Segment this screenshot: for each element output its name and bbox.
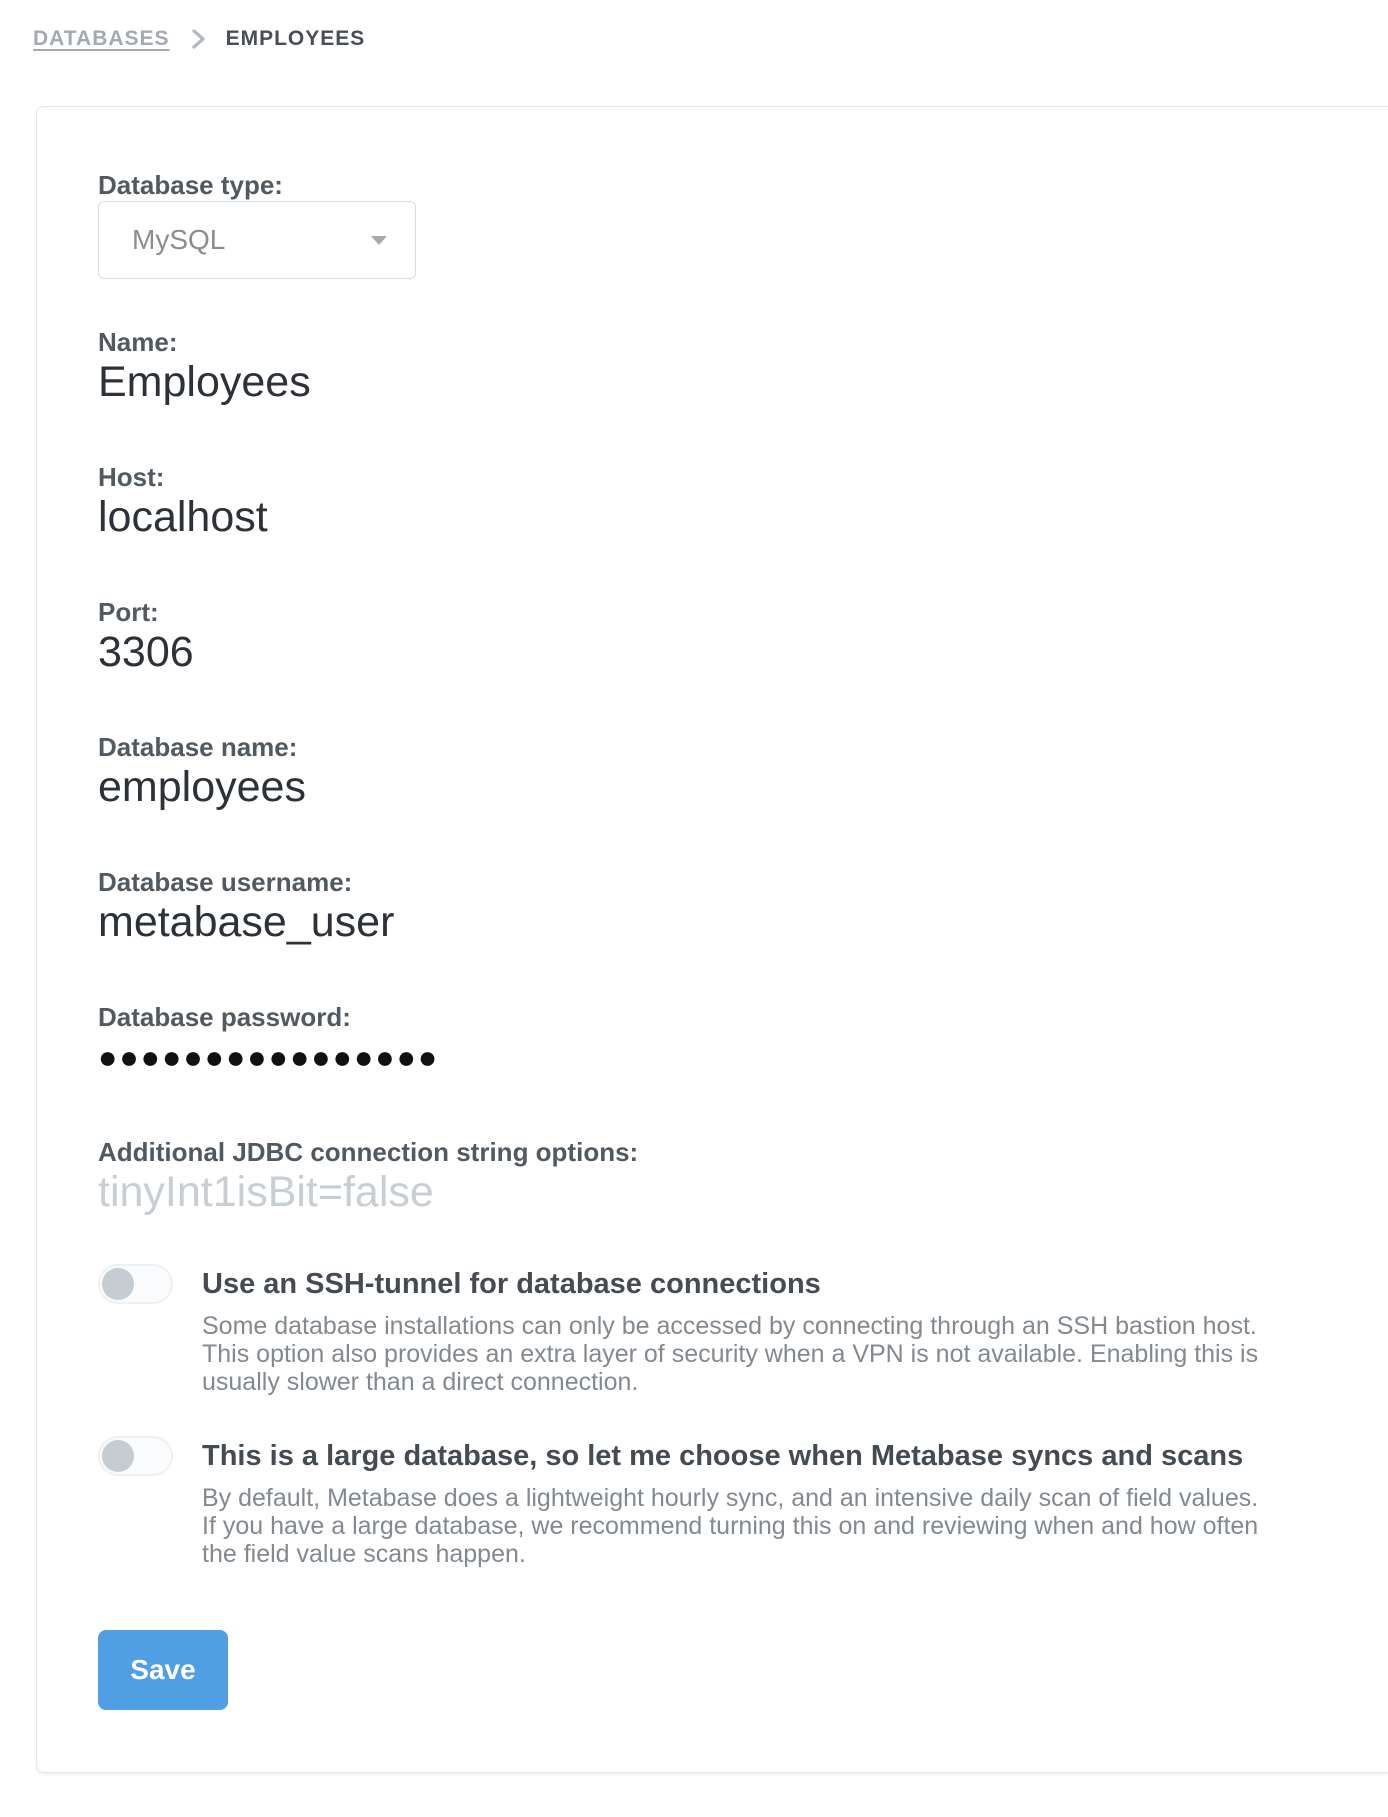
port-label: Port: — [98, 597, 159, 627]
database-password-input[interactable] — [98, 1033, 998, 1081]
ssh-tunnel-description: Some database installations can only be accessed by connecting through an SSH bastion host. This option also provides an extra layer of security when a VPN is not available. Enabling this is usually slower than a direct connection. — [202, 1312, 1259, 1396]
database-type-selected-value: MySQL — [132, 224, 226, 255]
database-type-select[interactable] — [98, 201, 416, 279]
breadcrumb-databases-link[interactable]: DATABASES — [33, 27, 170, 50]
database-password-field — [98, 1003, 1335, 1081]
breadcrumb — [0, 0, 1388, 51]
chevron-right-icon — [188, 28, 208, 50]
large-database-title: This is a large database, so let me choose when Metabase syncs and scans — [202, 1440, 1244, 1472]
name-input[interactable] — [98, 358, 998, 406]
jdbc-options-label: Additional JDBC connection string options: — [98, 1137, 639, 1167]
toggle-knob — [102, 1440, 134, 1472]
database-name-label: Database name: — [98, 732, 298, 762]
toggle-knob — [102, 1268, 134, 1300]
save-button[interactable]: Save — [98, 1630, 228, 1710]
jdbc-options-field — [98, 1138, 1335, 1216]
database-name-field — [98, 733, 1335, 811]
database-type-field — [98, 171, 1335, 279]
database-password-label: Database password: — [98, 1002, 351, 1032]
large-database-description: By default, Metabase does a lightweight hourly sync, and an intensive daily scan of field values. If you have a large database, we recommend turning this on and reviewing when and how often the field value scans happen. — [202, 1484, 1259, 1568]
database-name-input[interactable] — [98, 763, 998, 811]
name-label: Name: — [98, 327, 178, 357]
port-input[interactable] — [98, 628, 998, 676]
large-database-toggle[interactable] — [98, 1436, 173, 1476]
port-field — [98, 598, 1335, 676]
database-username-input[interactable] — [98, 898, 998, 946]
large-database-setting-row — [98, 1436, 1335, 1568]
name-field — [98, 328, 1335, 406]
ssh-tunnel-title: Use an SSH-tunnel for database connections — [202, 1268, 821, 1300]
ssh-tunnel-setting-row — [98, 1264, 1335, 1396]
chevron-down-icon — [371, 236, 387, 245]
database-username-field — [98, 868, 1335, 946]
host-field — [98, 463, 1335, 541]
database-username-label: Database username: — [98, 867, 353, 897]
host-label: Host: — [98, 462, 165, 492]
database-edit-card — [36, 106, 1388, 1773]
database-type-label: Database type: — [98, 170, 283, 200]
ssh-tunnel-toggle[interactable] — [98, 1264, 173, 1304]
jdbc-options-input[interactable] — [98, 1168, 998, 1216]
breadcrumb-current-page: EMPLOYEES — [225, 27, 366, 50]
host-input[interactable] — [98, 493, 998, 541]
